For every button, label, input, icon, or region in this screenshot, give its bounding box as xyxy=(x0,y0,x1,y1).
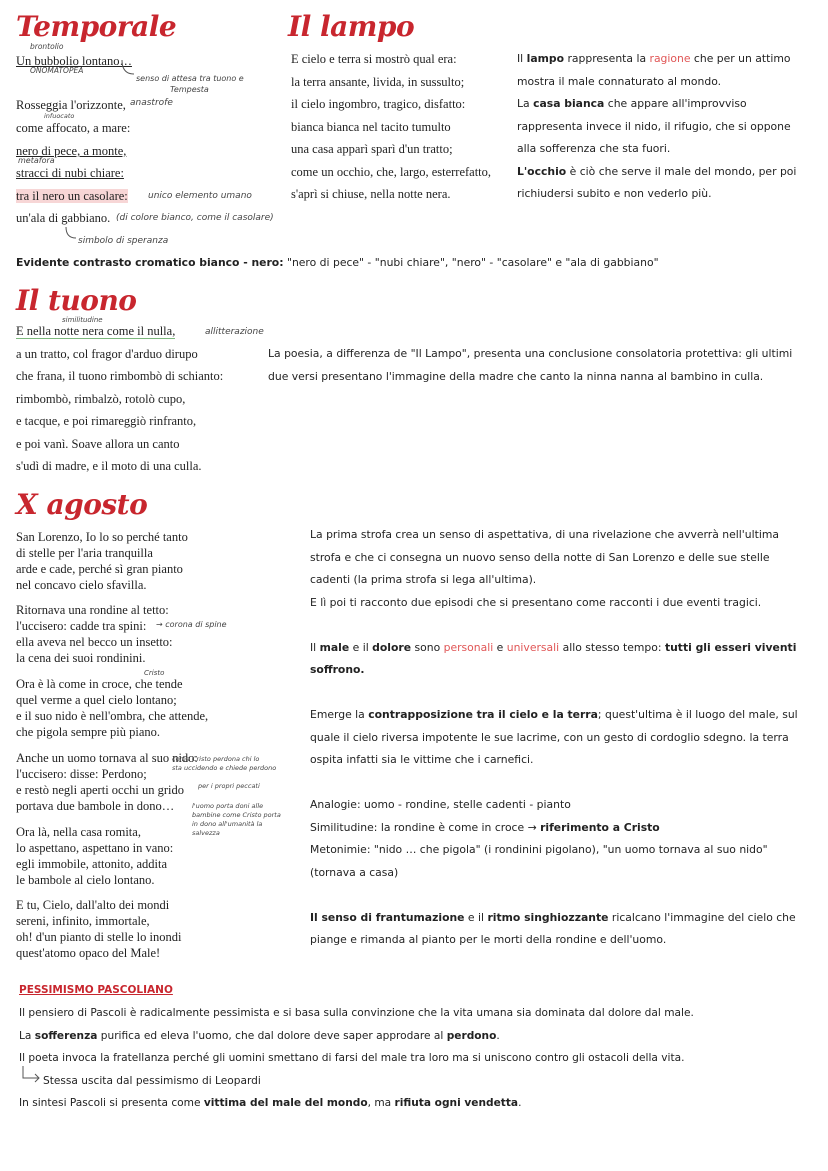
agosto-note-line: Metonimie: "nido … che pigola" (i rondinini pigolano), "un uomo tornava al suo nido" xyxy=(310,843,768,856)
agosto-line: lo aspettano, aspettano in vano: xyxy=(16,841,174,855)
agosto-note-line: Il male e il dolore sono personali e universali allo stesso tempo: tutti gli esseri viventi xyxy=(310,640,797,654)
agosto-note-line: Il senso di frantumazione e il ritmo singhiozzante ricalcano l'immagine del cielo che xyxy=(310,910,796,924)
agosto-line: arde e cade, perché sì gran pianto xyxy=(16,562,183,576)
pessimismo-title: PESSIMISMO PASCOLIANO xyxy=(19,984,173,996)
agosto-stanza-3 xyxy=(16,676,208,740)
agosto-line: sereni, infinito, immortale, xyxy=(16,914,150,928)
temporale-title: Temporale xyxy=(16,10,177,43)
lampo-line: una casa apparì sparì d'un tratto; xyxy=(291,142,453,156)
annotation-dono-4: salvezza xyxy=(192,829,220,837)
agosto-line: San Lorenzo, Io lo so perché tanto xyxy=(16,530,188,544)
lampo-note-line: richiudersi subito e non vederlo più. xyxy=(517,187,712,200)
agosto-line: Ora là, nella casa romita, xyxy=(16,825,141,839)
temporale-line-2: Rosseggia l'orizzonte, xyxy=(16,98,126,112)
annotation-allitterazione: allitterazione xyxy=(205,327,264,337)
lampo-note-line: alla sofferenza che sta fuori. xyxy=(517,142,671,155)
agosto-line: di stelle per l'aria tranquilla xyxy=(16,546,153,560)
agosto-line: ella aveva nel becco un insetto: xyxy=(16,635,173,649)
agosto-line: Anche un uomo tornava al suo nido: xyxy=(16,751,198,765)
lampo-line: bianca bianca nel tacito tumulto xyxy=(291,119,451,134)
agosto-notes xyxy=(310,524,798,952)
agosto-line: quel verme a quel cielo lontano; xyxy=(16,693,177,707)
lampo-notes xyxy=(517,48,796,206)
annotation-brontolio: brontolio xyxy=(30,42,64,51)
agosto-line: l'uccisero: cadde tra spini: xyxy=(16,619,147,633)
agosto-note-line: piange e rimanda al pianto per le morti della rondine e dell'uomo. xyxy=(310,933,667,946)
lampo-line: come un occhio, che, largo, esterrefatto, xyxy=(291,164,492,179)
agosto-stanza-5 xyxy=(16,824,173,888)
agosto-stanza-2 xyxy=(16,602,173,666)
lampo-poem xyxy=(291,48,491,206)
temporale-line-6: tra il nero un casolare: xyxy=(16,189,128,203)
annotation-speranza: simbolo di speranza xyxy=(78,236,169,246)
annotation-anastrofe: anastrofe xyxy=(130,98,173,108)
lampo-line: E cielo e terra si mostrò qual era: xyxy=(291,52,457,66)
agosto-note-line: Emerge la contrapposizione tra il cielo e la terra; quest'ultima è il luogo del male, sul xyxy=(310,708,798,721)
annotation-perdono-2: sta uccidendo e chiede perdono xyxy=(172,764,277,772)
temporale-line-4: nero di pece, a monte, xyxy=(16,144,127,158)
annotation-corona-spine: → corona di spine xyxy=(156,620,227,629)
annotation-infuocato: infuocato xyxy=(44,112,75,120)
lampo-note-line: rappresenta invece il nido, il rifugio, che si oppone xyxy=(517,119,791,133)
pessimismo-line: Il poeta invoca la fratellanza perché gli uomini smettano di farsi del male tra loro ma si uniscono contro gli ostacoli della vita. xyxy=(19,1052,685,1064)
temporale-line-5: stracci di nubi chiare: xyxy=(16,166,124,180)
annotation-senso-attesa: senso di attesa tra tuono e xyxy=(136,74,244,83)
tuono-note xyxy=(268,343,792,388)
tuono-line: E nella notte nera come il nulla, xyxy=(16,324,176,338)
pessimismo-line: Il pensiero di Pascoli è radicalmente pessimista e si basa sulla convinzione che la vita umana sia dominata dal dolore dal male. xyxy=(19,1007,694,1019)
agosto-line: e il suo nido è nell'ombra, che attende, xyxy=(16,709,209,723)
lampo-note-line: La casa bianca che appare all'improvviso xyxy=(517,97,747,110)
agosto-note-line: soffrono. xyxy=(310,663,365,676)
agosto-line: nel concavo cielo sfavilla. xyxy=(16,578,147,592)
tuono-poem xyxy=(16,320,223,478)
agosto-line: portava due bambole in dono… xyxy=(16,799,175,813)
lampo-note-line: Il lampo rappresenta la ragione che per un attimo xyxy=(517,52,791,65)
agosto-note-line: ospita infatti sia le vittime che i carnefici. xyxy=(310,753,534,766)
tuono-line: che frana, il tuono rimbombò di schianto: xyxy=(16,369,224,383)
agosto-stanza-1 xyxy=(16,529,188,593)
agosto-line: e restò negli aperti occhi un grido xyxy=(16,783,184,797)
tuono-line: e poi vanì. Soave allora un canto xyxy=(16,436,180,451)
tuono-note-line: La poesia, a differenza de "Il Lampo", presenta una conclusione consolatoria protettiva: gli ultimi xyxy=(268,347,793,360)
agosto-line: Ritornava una rondine al tetto: xyxy=(16,603,169,617)
annotation-cristo: Cristo xyxy=(144,669,165,677)
agosto-line: la cena dei suoi rondinini. xyxy=(16,651,146,665)
temporale-line-3: come affocato, a mare: xyxy=(16,121,131,135)
lampo-title: Il lampo xyxy=(288,10,415,43)
temporale-line-7: un'ala di gabbiano. xyxy=(16,211,111,225)
arrow-icon xyxy=(21,1066,43,1086)
annotation-dono-3: in dono all'umanità la xyxy=(192,820,263,828)
agosto-line: E tu, Cielo, dall'alto dei mondi xyxy=(16,898,170,912)
agosto-title: X agosto xyxy=(16,488,148,521)
agosto-note-line: quale il cielo riversa impotente le sue lacrime, con un gesto di cordoglio sdegno. la terra xyxy=(310,730,789,744)
pessimismo-line: La sofferenza purifica ed eleva l'uomo, che dal dolore deve saper approdare al perdono. xyxy=(19,1029,500,1042)
lampo-note-line: L'occhio è ciò che serve il male del mondo, per poi xyxy=(517,164,797,178)
tuono-note-line: due versi presentano l'immagine della madre che canto la ninna nanna al bambino in culla. xyxy=(268,369,764,383)
annotation-colore-bianco: (di colore bianco, come il casolare) xyxy=(116,213,274,223)
agosto-stanza-4 xyxy=(16,750,198,814)
agosto-line: Ora è là come in croce, che tende xyxy=(16,677,183,691)
agosto-note-line: La prima strofa crea un senso di aspettativa, di una rivelazione che avverrà nell'ultima xyxy=(310,528,779,541)
pessimismo-body xyxy=(19,1002,694,1115)
agosto-note-line: Similitudine: la rondine è come in croce → riferimento a Cristo xyxy=(310,820,660,834)
tuono-title: Il tuono xyxy=(16,284,137,317)
annotation-tempesta: Tempesta xyxy=(170,85,209,94)
annotation-elemento-umano: unico elemento umano xyxy=(148,191,252,201)
tuono-line: e tacque, e poi rimareggiò rinfranto, xyxy=(16,414,197,428)
agosto-stanza-6 xyxy=(16,897,181,961)
tuono-line: a un tratto, col fragor d'arduo dirupo xyxy=(16,346,198,361)
lampo-note-line: mostra il male connaturato al mondo. xyxy=(517,74,722,88)
annotation-dono-2: bambine come Cristo porta xyxy=(192,811,281,819)
agosto-note-line: strofa e che ci consegna un nuovo senso della notte di San Lorenzo e delle sue stelle xyxy=(310,550,770,564)
agosto-note-line: Analogie: uomo - rondine, stelle cadenti - pianto xyxy=(310,798,571,811)
lampo-line: il cielo ingombro, tragico, disfatto: xyxy=(291,97,466,111)
agosto-note-line: cadenti (la prima strofa si lega all'ultima). xyxy=(310,573,537,586)
temporale-line-1: Un bubbolio lontano… xyxy=(16,54,132,68)
agosto-line: che pigola sempre più piano. xyxy=(16,725,161,739)
agosto-line: quest'atomo opaco del Male! xyxy=(16,946,161,960)
annotation-perdono-1: come Cristo perdona chi lo xyxy=(172,755,260,763)
tuono-line: s'udì di madre, e il moto di una culla. xyxy=(16,459,202,473)
agosto-line: oh! d'un pianto di stelle lo inondi xyxy=(16,930,182,944)
tuono-line: rimbombò, rimbalzò, rotolò cupo, xyxy=(16,391,186,406)
lampo-line: s'aprì si chiuse, nella notte nera. xyxy=(291,187,451,201)
agosto-line: le bambole al cielo lontano. xyxy=(16,873,155,887)
contrast-note: Evidente contrasto cromatico bianco - nero: "nero di pece" - "nubi chiare", "nero" - "casolare" e "ala di gabbiano" xyxy=(16,256,659,269)
lampo-line: la terra ansante, livida, in sussulto; xyxy=(291,74,465,89)
agosto-note-line: E lì poi ti racconto due episodi che si presentano come racconti i due eventi tragici. xyxy=(310,595,762,609)
annotation-metafora: metafora xyxy=(18,156,55,165)
pessimismo-line: In sintesi Pascoli si presenta come vittima del male del mondo, ma rifiuta ogni vendetta. xyxy=(19,1097,522,1109)
annotation-dono-1: l'uomo porta doni alle xyxy=(192,802,264,810)
annotation-similitudine: similitudine xyxy=(62,316,103,324)
arrow-icon xyxy=(118,58,138,80)
pessimismo-line: Stessa uscita dal pessimismo di Leopardi xyxy=(19,1070,694,1093)
agosto-line: l'uccisero: disse: Perdono; xyxy=(16,767,147,781)
annotation-onomatopea: ONOMATOPEA xyxy=(30,66,84,75)
annotation-perdono-3: per i propri peccati xyxy=(198,782,260,790)
agosto-line: egli immobile, attonito, addita xyxy=(16,857,168,871)
agosto-note-line: (tornava a casa) xyxy=(310,865,399,879)
